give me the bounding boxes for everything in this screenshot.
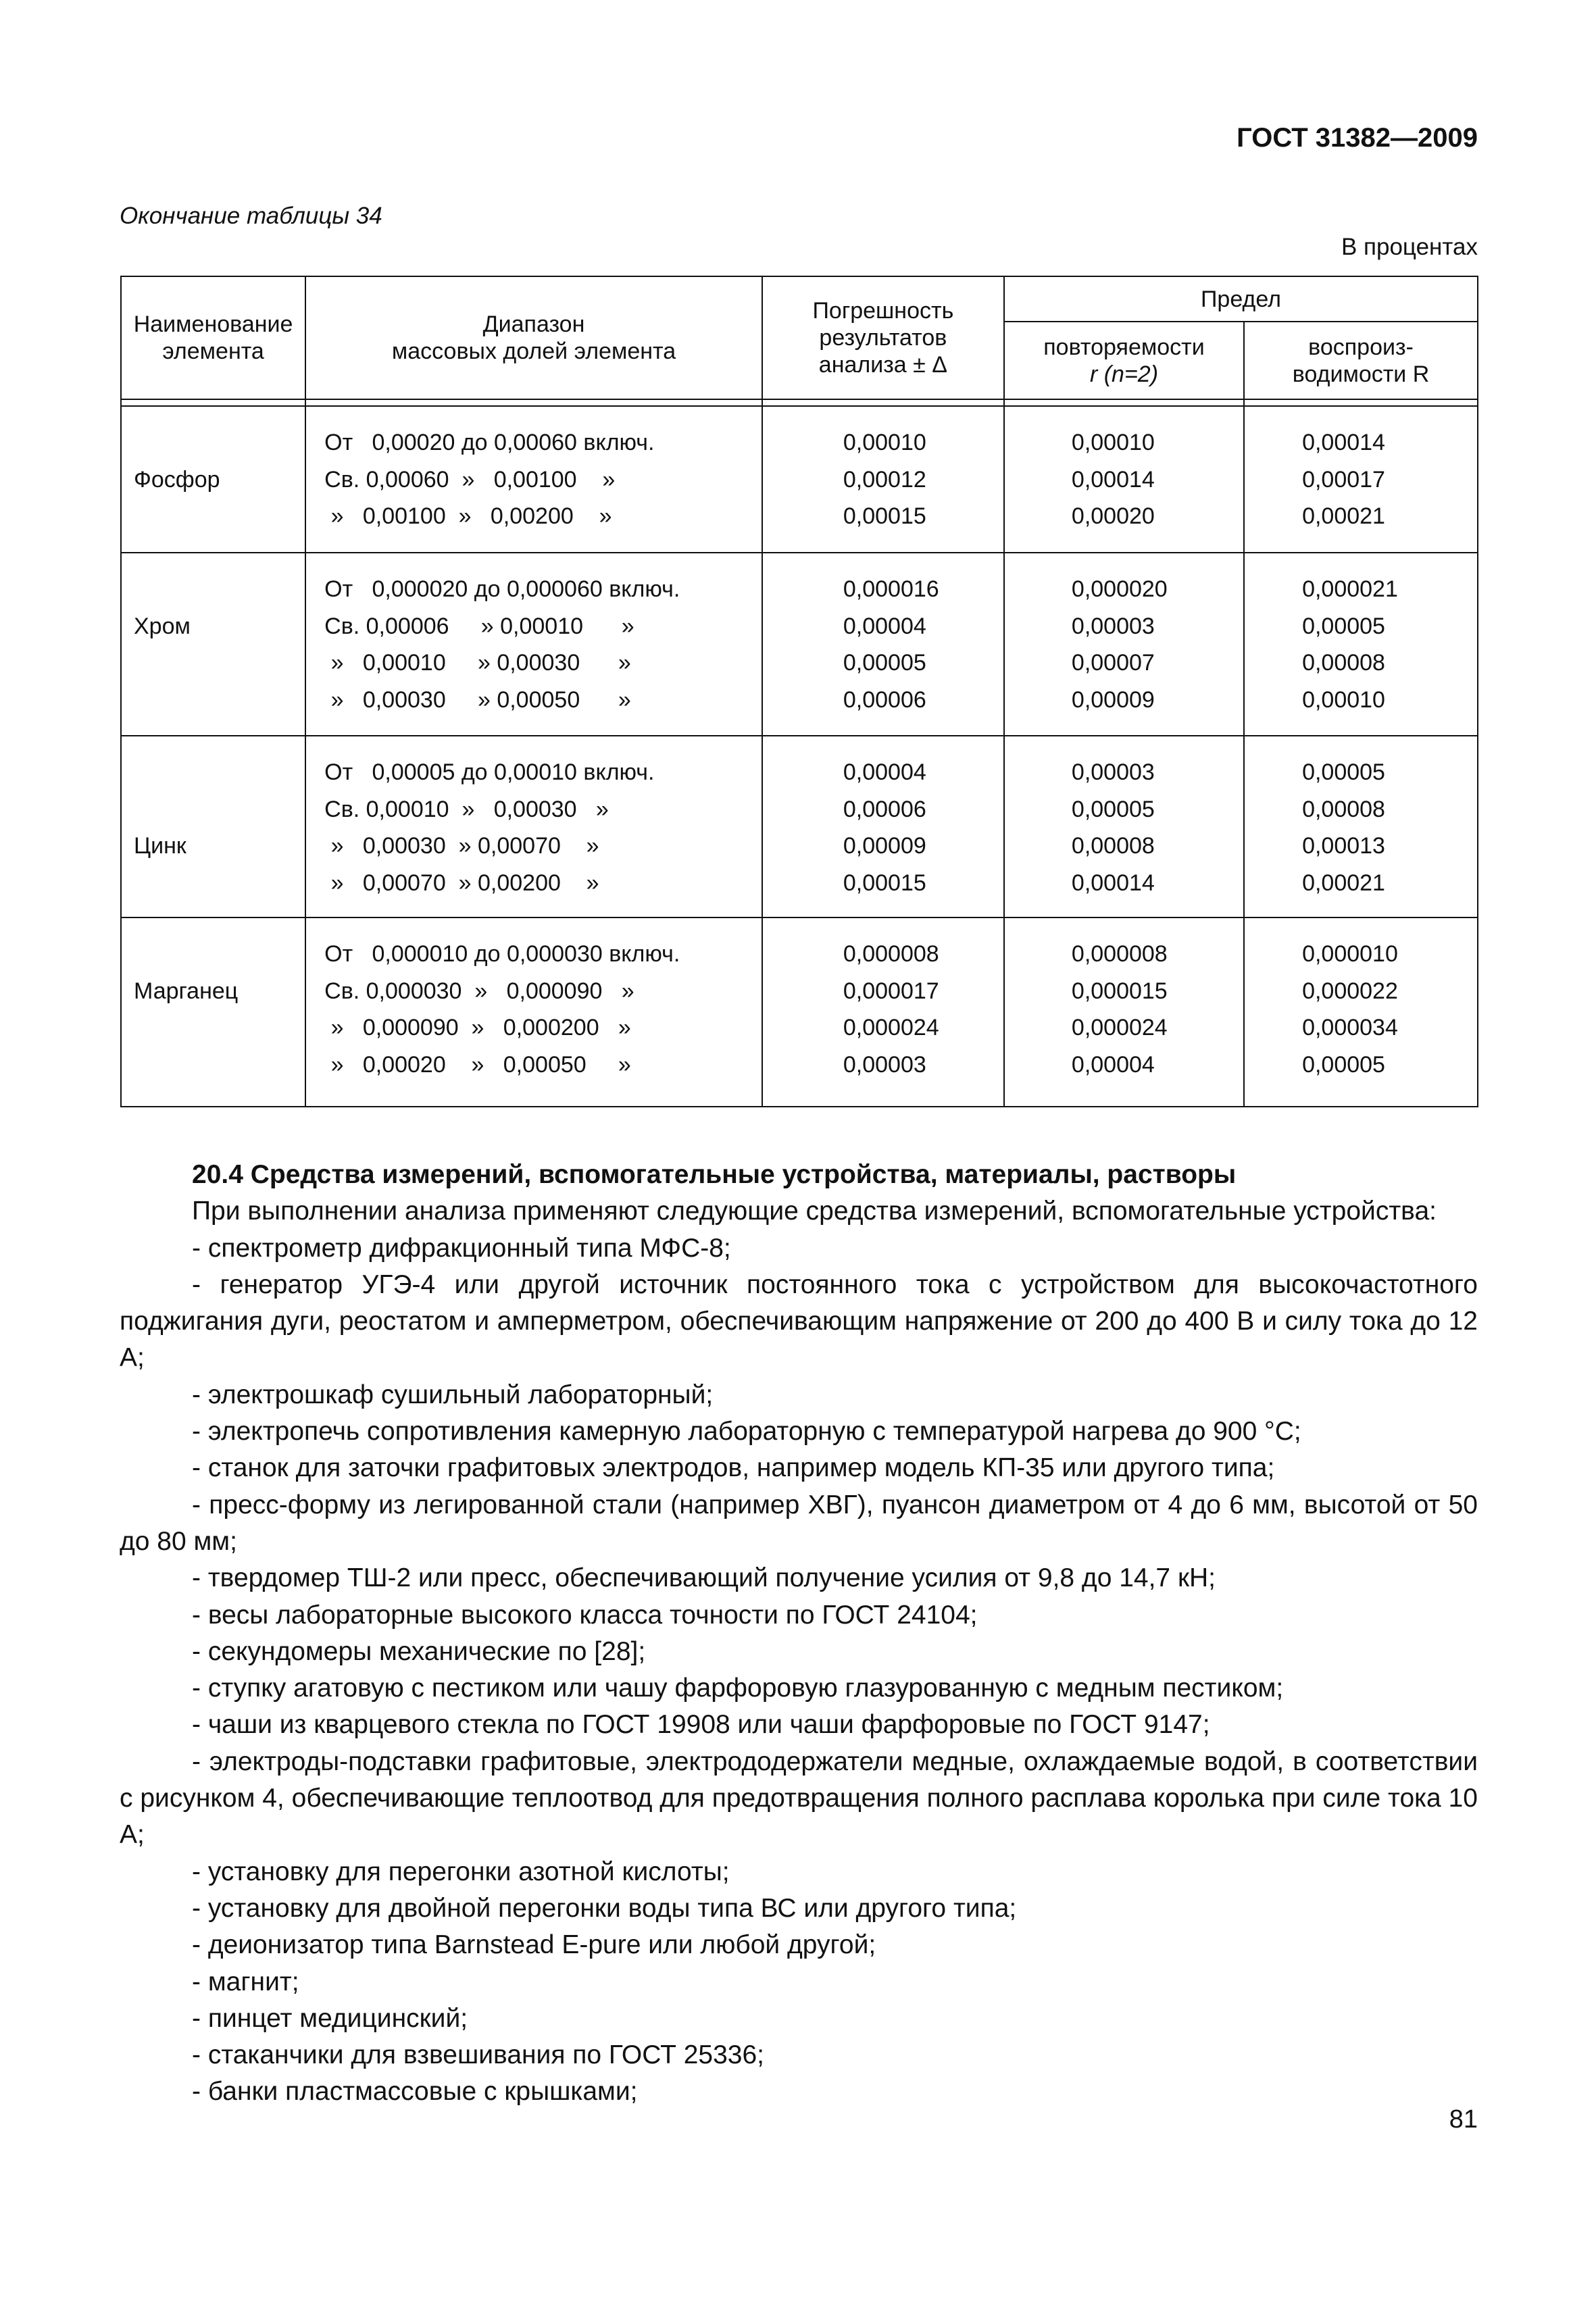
header-separator bbox=[121, 399, 1478, 406]
cell-value: 0,00004 bbox=[843, 759, 926, 785]
cell-value: 0,00006 bbox=[843, 796, 926, 822]
cell-value: От 0,000020 до 0,000060 включ. bbox=[324, 576, 680, 602]
header-limit: Предел bbox=[1004, 276, 1478, 322]
cell-value: 0,00008 bbox=[1302, 650, 1385, 676]
cell-value: 0,00009 bbox=[1071, 686, 1155, 713]
list-item: - пинцет медицинский; bbox=[192, 2003, 468, 2033]
repeatability-cell bbox=[1004, 736, 1244, 917]
cell-value: Св. 0,00006 » 0,00010 » bbox=[324, 613, 634, 639]
error-cell bbox=[762, 917, 1004, 1107]
cell-value: 0,00008 bbox=[1071, 833, 1155, 859]
header-text: повторяемости bbox=[1043, 334, 1205, 360]
cell-value: 0,00012 bbox=[843, 466, 926, 493]
list-item: - установку для перегонки азотной кислоты; bbox=[192, 1857, 730, 1886]
range-cell bbox=[305, 406, 762, 553]
cell-value: » 0,000090 » 0,000200 » bbox=[324, 1015, 631, 1041]
cell-value: Св. 0,00060 » 0,00100 » bbox=[324, 466, 616, 493]
reproducibility-cell bbox=[1244, 406, 1478, 553]
cell-value: » 0,00020 » 0,00050 » bbox=[324, 1051, 631, 1078]
header-text: элемента bbox=[162, 338, 264, 364]
cell-value: 0,00021 bbox=[1302, 503, 1385, 530]
cell-value: 0,000017 bbox=[843, 978, 939, 1004]
cell-value: 0,00005 bbox=[843, 650, 926, 676]
list-item: - электрошкаф сушильный лабораторный; bbox=[192, 1380, 714, 1409]
list-item: - магнит; bbox=[192, 1967, 299, 1996]
cell-value: 0,00021 bbox=[1302, 870, 1385, 896]
list-item: - стаканчики для взвешивания по ГОСТ 25336; bbox=[192, 2040, 765, 2070]
cell-value: 0,00015 bbox=[843, 503, 926, 530]
cell-value: 0,000021 bbox=[1302, 576, 1398, 602]
cell-value: 0,00010 bbox=[843, 430, 926, 455]
list-item: - секундомеры механические по [28]; bbox=[192, 1636, 646, 1666]
list-item: - спектрометр дифракционный типа МФС-8; bbox=[192, 1233, 731, 1263]
header-reproducibility bbox=[1244, 322, 1478, 399]
reproducibility-cell bbox=[1244, 553, 1478, 736]
list-item: - установку для двойной перегонки воды типа ВС или другого типа; bbox=[192, 1893, 1017, 1923]
cell-value: 0,000024 bbox=[1071, 1015, 1168, 1041]
cell-value: 0,00005 bbox=[1302, 1051, 1385, 1078]
table-continuation-caption: Окончание таблицы 34 bbox=[120, 203, 382, 229]
range-cell bbox=[305, 917, 762, 1107]
list-item: - банки пластмассовые с крышками; bbox=[192, 2077, 638, 2107]
cell-value: 0,00003 bbox=[1071, 759, 1155, 785]
list-item: - весы лабораторные высокого класса точности по ГОСТ 24104; bbox=[192, 1600, 978, 1630]
cell-value: 0,00009 bbox=[843, 833, 926, 859]
cell-value: 0,000008 bbox=[843, 941, 939, 967]
cell-value: От 0,00005 до 0,00010 включ. bbox=[324, 759, 655, 785]
cell-value: 0,00010 bbox=[1071, 430, 1155, 455]
element-name-cell bbox=[121, 917, 305, 1107]
header-error bbox=[762, 276, 1004, 399]
error-cell bbox=[762, 406, 1004, 553]
error-cell bbox=[762, 736, 1004, 917]
cell-value: 0,00017 bbox=[1302, 466, 1385, 493]
cell-value: 0,00014 bbox=[1071, 466, 1155, 493]
section-title: 20.4 Средства измерений, вспомогательные устройства, материалы, растворы bbox=[192, 1160, 1237, 1189]
header-text: воспроиз- bbox=[1308, 334, 1414, 360]
range-cell bbox=[305, 553, 762, 736]
table-row-group bbox=[121, 917, 1478, 1107]
cell-value: 0,00006 bbox=[843, 686, 926, 713]
header-text: водимости R bbox=[1292, 361, 1430, 387]
header-text: массовых долей элемента bbox=[391, 338, 676, 364]
repeatability-cell bbox=[1004, 553, 1244, 736]
cell-value: 0,000022 bbox=[1302, 978, 1398, 1004]
element-name: Фосфор bbox=[134, 466, 220, 493]
cell-value: 0,00003 bbox=[843, 1051, 926, 1078]
standard-header: ГОСТ 31382—2009 bbox=[1237, 123, 1478, 153]
reproducibility-cell bbox=[1244, 917, 1478, 1107]
element-name: Марганец bbox=[134, 978, 239, 1004]
header-range bbox=[305, 276, 762, 399]
data-table bbox=[120, 276, 1478, 1107]
cell-value: 0,000010 bbox=[1302, 941, 1398, 967]
header-element bbox=[121, 276, 305, 399]
header-text: Диапазон bbox=[482, 311, 585, 337]
cell-value: 0,000008 bbox=[1071, 941, 1168, 967]
cell-value: 0,000024 bbox=[843, 1015, 939, 1041]
list-item: - деионизатор типа Barnstead E-pure или любой другой; bbox=[192, 1930, 876, 1960]
table-row-group bbox=[121, 736, 1478, 917]
error-cell bbox=[762, 553, 1004, 736]
header-repeatability bbox=[1004, 322, 1244, 399]
cell-value: 0,00015 bbox=[843, 870, 926, 896]
table-row-group bbox=[121, 406, 1478, 553]
cell-value: 0,00004 bbox=[1071, 1051, 1155, 1078]
header-text: Наименование bbox=[133, 311, 293, 337]
header-text: результатов bbox=[819, 325, 947, 351]
header-text: Погрешность bbox=[812, 298, 954, 324]
list-item: - твердомер ТШ-2 или пресс, обеспечивающий получение усилия от 9,8 до 14,7 кН; bbox=[192, 1563, 1216, 1593]
range-cell bbox=[305, 736, 762, 917]
repeatability-cell bbox=[1004, 406, 1244, 553]
cell-value: 0,00013 bbox=[1302, 833, 1385, 859]
cell-value: » 0,00030 » 0,00070 » bbox=[324, 833, 599, 859]
page-number: 81 bbox=[1449, 2105, 1478, 2134]
cell-value: 0,000015 bbox=[1071, 978, 1168, 1004]
cell-value: » 0,00100 » 0,00200 » bbox=[324, 503, 612, 530]
cell-value: 0,00008 bbox=[1302, 796, 1385, 822]
cell-value: От 0,00020 до 0,00060 включ. bbox=[324, 430, 655, 455]
cell-value: 0,00003 bbox=[1071, 613, 1155, 639]
cell-value: » 0,00010 » 0,00030 » bbox=[324, 650, 631, 676]
cell-value: 0,00010 bbox=[1302, 686, 1385, 713]
element-name: Хром bbox=[134, 613, 191, 639]
element-name-cell bbox=[121, 736, 305, 917]
cell-value: 0,000016 bbox=[843, 576, 939, 602]
table-header-row bbox=[121, 276, 1478, 322]
cell-value: 0,000034 bbox=[1302, 1015, 1398, 1041]
element-name-cell bbox=[121, 553, 305, 736]
section-body bbox=[120, 1157, 1478, 2111]
table-row-group bbox=[121, 553, 1478, 736]
cell-value: 0,00020 bbox=[1071, 503, 1155, 530]
list-item: - чаши из кварцевого стекла по ГОСТ 19908 или чаши фарфоровые по ГОСТ 9147; bbox=[192, 1710, 1210, 1740]
cell-value: Св. 0,00010 » 0,00030 » bbox=[324, 796, 609, 822]
cell-value: 0,00005 bbox=[1302, 759, 1385, 785]
element-name-cell bbox=[121, 406, 305, 553]
list-item: - ступку агатовую с пестиком или чашу фарфоровую глазурованную с медным пестиком; bbox=[192, 1674, 1284, 1703]
cell-value: 0,00014 bbox=[1071, 870, 1155, 896]
cell-value: 0,00005 bbox=[1302, 613, 1385, 639]
table-units: В процентах bbox=[1341, 234, 1478, 260]
cell-value: От 0,000010 до 0,000030 включ. bbox=[324, 941, 680, 967]
cell-value: » 0,00030 » 0,00050 » bbox=[324, 686, 631, 713]
list-item: - генератор УГЭ-4 или другой источник постоянного тока с устройством для высокочастотного поджигания дуги, реостатом и амперметром, обеспечивающим напряжение от 200 до 400 В и силу тока до 12 А; bbox=[120, 1269, 1478, 1373]
list-item: - станок для заточки графитовых электродов, например модель КП-35 или другого типа; bbox=[192, 1453, 1275, 1483]
cell-value: 0,00004 bbox=[843, 613, 926, 639]
cell-value: 0,00007 bbox=[1071, 650, 1155, 676]
list-item: - электроды-подставки графитовые, электрододержатели медные, охлаждаемые водой, в соответствии с рисунком 4, обеспечивающие теплоотвод для предотвращения полного расплава королька при силе тока 10 А; bbox=[120, 1746, 1478, 1850]
header-text: анализа ± Δ bbox=[818, 352, 947, 378]
list-item: При выполнении анализа применяют следующие средства измерений, вспомогательные устройства: bbox=[192, 1197, 1437, 1226]
cell-value: 0,000020 bbox=[1071, 576, 1168, 602]
reproducibility-cell bbox=[1244, 736, 1478, 917]
cell-value: Св. 0,000030 » 0,000090 » bbox=[324, 978, 634, 1004]
list-item: - пресс-форму из легированной стали (например ХВГ), пуансон диаметром от 4 до 6 мм, высотой от 50 до 80 мм; bbox=[120, 1490, 1478, 1556]
header-text: r (n=2) bbox=[1089, 361, 1159, 387]
element-name: Цинк bbox=[134, 833, 186, 859]
repeatability-cell bbox=[1004, 917, 1244, 1107]
cell-value: 0,00005 bbox=[1071, 796, 1155, 822]
cell-value: 0,00014 bbox=[1302, 430, 1385, 455]
list-item: - электропечь сопротивления камерную лабораторную с температурой нагрева до 900 °С; bbox=[192, 1417, 1301, 1447]
cell-value: » 0,00070 » 0,00200 » bbox=[324, 870, 599, 896]
